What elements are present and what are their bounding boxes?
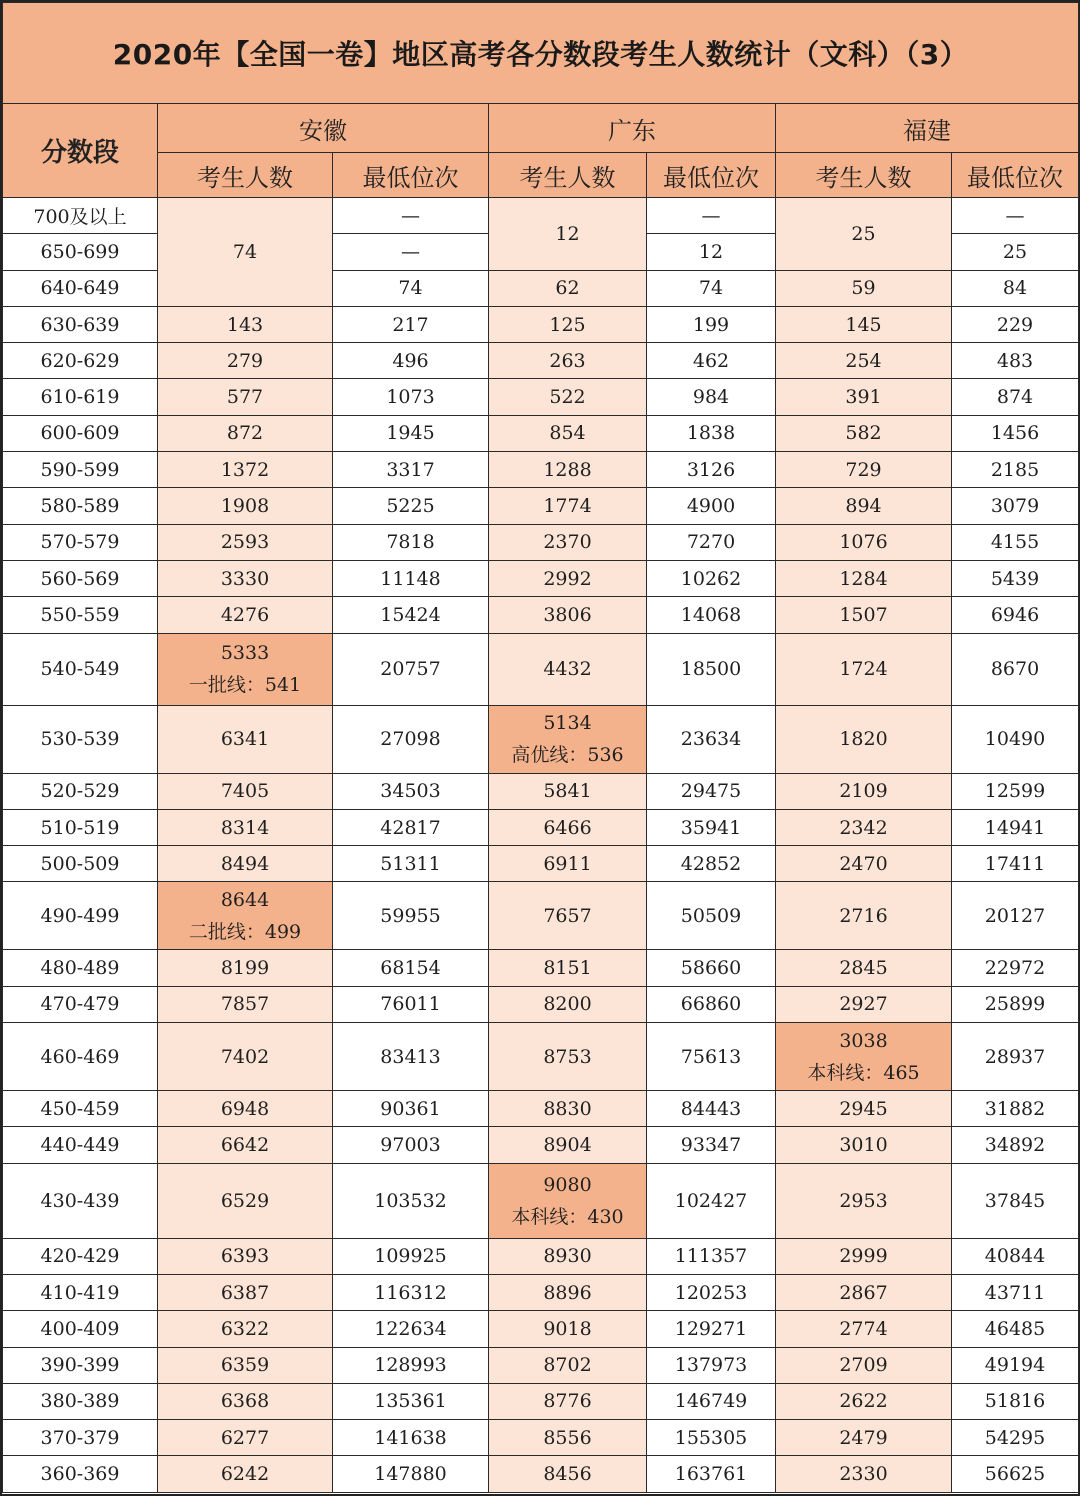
guangdong-rank: 4900 — [647, 488, 776, 524]
guangdong-count-header: 考生人数 — [489, 153, 647, 198]
fujian-count: 391 — [776, 379, 952, 415]
guangdong-rank: 102427 — [647, 1163, 776, 1238]
score-segment: 650-699 — [3, 234, 158, 270]
guangdong-rank: 984 — [647, 379, 776, 415]
guangdong-count: 8904 — [489, 1127, 647, 1163]
guangdong-count: 2992 — [489, 560, 647, 596]
fujian-count: 2867 — [776, 1274, 952, 1310]
guangdong-count-merged: 12 — [489, 198, 647, 271]
anhui-rank: 15424 — [333, 597, 489, 633]
guangdong-count: 8556 — [489, 1420, 647, 1456]
table-row — [3, 846, 1079, 882]
guangdong-rank: 12 — [647, 234, 776, 270]
score-segment: 470-479 — [3, 986, 158, 1022]
fujian-count: 2774 — [776, 1311, 952, 1347]
fujian-count: 145 — [776, 306, 952, 342]
fujian-rank: 40844 — [952, 1238, 1079, 1274]
anhui-rank: 11148 — [333, 560, 489, 596]
fujian-rank: 12599 — [952, 773, 1079, 809]
fujian-rank: 25899 — [952, 986, 1079, 1022]
anhui-count-header: 考生人数 — [158, 153, 333, 198]
fujian-rank: 34892 — [952, 1127, 1079, 1163]
fujian-rank: 3079 — [952, 488, 1079, 524]
score-segment: 510-519 — [3, 809, 158, 845]
score-segment: 580-589 — [3, 488, 158, 524]
score-segment: 430-439 — [3, 1163, 158, 1238]
fujian-rank: 229 — [952, 306, 1079, 342]
fujian-rank: 10490 — [952, 705, 1079, 773]
province-header-fujian: 福建 — [776, 104, 1079, 153]
score-segment: 480-489 — [3, 950, 158, 986]
table-title: 2020年【全国一卷】地区高考各分数段考生人数统计（文科）（3） — [3, 3, 1079, 104]
fujian-count: 2330 — [776, 1456, 952, 1492]
table-row — [3, 1347, 1079, 1383]
anhui-count: 8314 — [158, 809, 333, 845]
guangdong-rank: 50509 — [647, 882, 776, 950]
table-row — [3, 343, 1079, 379]
guangdong-rank: 155305 — [647, 1420, 776, 1456]
anhui-rank: 122634 — [333, 1311, 489, 1347]
guangdong-count: 8930 — [489, 1238, 647, 1274]
table-row — [3, 950, 1079, 986]
anhui-count: 7405 — [158, 773, 333, 809]
anhui-rank: 97003 — [333, 1127, 489, 1163]
score-segment: 640-649 — [3, 270, 158, 306]
anhui-rank: 141638 — [333, 1420, 489, 1456]
fujian-count-cutoff-cell — [776, 1023, 952, 1091]
anhui-rank: 128993 — [333, 1347, 489, 1383]
anhui-rank: 116312 — [333, 1274, 489, 1310]
cutoff-line-label: 二批线：499 — [188, 920, 302, 943]
guangdong-count: 8456 — [489, 1456, 647, 1492]
guangdong-count: 522 — [489, 379, 647, 415]
fujian-count: 2470 — [776, 846, 952, 882]
table-row — [3, 1456, 1079, 1492]
anhui-count-merged: 74 — [158, 198, 333, 307]
cutoff-line-label: 本科线：465 — [807, 1061, 920, 1084]
fujian-rank: 8670 — [952, 633, 1079, 705]
anhui-rank: 42817 — [333, 809, 489, 845]
anhui-count: 279 — [158, 343, 333, 379]
table-row — [3, 415, 1079, 451]
province-header-anhui: 安徽 — [158, 104, 489, 153]
guangdong-rank: 111357 — [647, 1238, 776, 1274]
guangdong-rank: 462 — [647, 343, 776, 379]
table-row — [3, 1274, 1079, 1310]
guangdong-rank: 75613 — [647, 1023, 776, 1091]
guangdong-count: 263 — [489, 343, 647, 379]
fujian-rank: 28937 — [952, 1023, 1079, 1091]
anhui-count: 6393 — [158, 1238, 333, 1274]
fujian-count: 1507 — [776, 597, 952, 633]
guangdong-count: 7657 — [489, 882, 647, 950]
score-segment: 550-559 — [3, 597, 158, 633]
fujian-rank: 14941 — [952, 809, 1079, 845]
guangdong-count: 9018 — [489, 1311, 647, 1347]
anhui-count: 2593 — [158, 524, 333, 560]
fujian-rank: — — [952, 198, 1079, 234]
guangdong-count: 4432 — [489, 633, 647, 705]
guangdong-count: 8896 — [489, 1274, 647, 1310]
score-segment: 400-409 — [3, 1311, 158, 1347]
anhui-rank: 34503 — [333, 773, 489, 809]
guangdong-rank: 18500 — [647, 633, 776, 705]
guangdong-rank: 163761 — [647, 1456, 776, 1492]
anhui-count: 6642 — [158, 1127, 333, 1163]
guangdong-count: 8151 — [489, 950, 647, 986]
fujian-rank: 84 — [952, 270, 1079, 306]
score-segment: 700及以上 — [3, 198, 158, 234]
score-segment: 390-399 — [3, 1347, 158, 1383]
guangdong-count: 8776 — [489, 1383, 647, 1419]
table-row — [3, 705, 1079, 773]
anhui-rank: 7818 — [333, 524, 489, 560]
score-segment: 600-609 — [3, 415, 158, 451]
table-row — [3, 452, 1079, 488]
cutoff-line-label: 一批线：541 — [188, 674, 302, 697]
fujian-rank: 5439 — [952, 560, 1079, 596]
fujian-count-header: 考生人数 — [776, 153, 952, 198]
fujian-count: 2342 — [776, 809, 952, 845]
table-row — [3, 773, 1079, 809]
fujian-rank: 31882 — [952, 1091, 1079, 1127]
anhui-count: 6322 — [158, 1311, 333, 1347]
table-row — [3, 1238, 1079, 1274]
score-segment: 530-539 — [3, 705, 158, 773]
fujian-rank: 483 — [952, 343, 1079, 379]
anhui-count: 5333 — [220, 642, 270, 665]
guangdong-count: 8830 — [489, 1091, 647, 1127]
anhui-rank: 109925 — [333, 1238, 489, 1274]
guangdong-rank: 146749 — [647, 1383, 776, 1419]
table-row — [3, 1311, 1079, 1347]
anhui-rank: 496 — [333, 343, 489, 379]
score-segment: 620-629 — [3, 343, 158, 379]
anhui-rank: 1073 — [333, 379, 489, 415]
anhui-rank: 147880 — [333, 1456, 489, 1492]
fujian-rank: 51816 — [952, 1383, 1079, 1419]
guangdong-rank: 58660 — [647, 950, 776, 986]
table-row — [3, 488, 1079, 524]
anhui-count: 6359 — [158, 1347, 333, 1383]
anhui-rank: 135361 — [333, 1383, 489, 1419]
guangdong-count: 6911 — [489, 846, 647, 882]
anhui-rank: 76011 — [333, 986, 489, 1022]
guangdong-rank: 74 — [647, 270, 776, 306]
guangdong-rank: 84443 — [647, 1091, 776, 1127]
score-segment: 420-429 — [3, 1238, 158, 1274]
guangdong-count-cutoff-cell — [489, 1163, 647, 1238]
table-row — [3, 986, 1079, 1022]
cutoff-line-label: 本科线：430 — [511, 1205, 624, 1228]
score-segment: 360-369 — [3, 1456, 158, 1492]
guangdong-count: 6466 — [489, 809, 647, 845]
fujian-count: 2927 — [776, 986, 952, 1022]
fujian-rank: 6946 — [952, 597, 1079, 633]
score-segment: 380-389 — [3, 1383, 158, 1419]
anhui-count-cutoff-cell — [158, 633, 333, 705]
anhui-count: 1372 — [158, 452, 333, 488]
fujian-count: 3038 — [839, 1029, 888, 1052]
fujian-rank: 17411 — [952, 846, 1079, 882]
guangdong-count: 854 — [489, 415, 647, 451]
fujian-count: 2953 — [776, 1163, 952, 1238]
score-segment: 630-639 — [3, 306, 158, 342]
guangdong-rank: 7270 — [647, 524, 776, 560]
table-row — [3, 633, 1079, 705]
fujian-count: 1820 — [776, 705, 952, 773]
fujian-count: 2479 — [776, 1420, 952, 1456]
anhui-rank-header: 最低位次 — [333, 153, 489, 198]
table-row — [3, 306, 1079, 342]
anhui-count: 8644 — [220, 888, 270, 911]
guangdong-count: 3806 — [489, 597, 647, 633]
fujian-count: 2109 — [776, 773, 952, 809]
fujian-count: 1076 — [776, 524, 952, 560]
guangdong-rank: 66860 — [647, 986, 776, 1022]
fujian-rank: 874 — [952, 379, 1079, 415]
cutoff-line-label: 高优线：536 — [511, 744, 624, 767]
fujian-count: 254 — [776, 343, 952, 379]
anhui-count: 6387 — [158, 1274, 333, 1310]
anhui-rank: 3317 — [333, 452, 489, 488]
fujian-rank: 54295 — [952, 1420, 1079, 1456]
anhui-count: 6277 — [158, 1420, 333, 1456]
anhui-rank: 68154 — [333, 950, 489, 986]
fujian-count: 1284 — [776, 560, 952, 596]
fujian-rank: 20127 — [952, 882, 1079, 950]
guangdong-count: 62 — [489, 270, 647, 306]
guangdong-count: 8753 — [489, 1023, 647, 1091]
guangdong-count: 1288 — [489, 452, 647, 488]
fujian-rank-header: 最低位次 — [952, 153, 1079, 198]
anhui-count: 8199 — [158, 950, 333, 986]
fujian-count: 894 — [776, 488, 952, 524]
anhui-rank: 74 — [333, 270, 489, 306]
table-row — [3, 379, 1079, 415]
fujian-rank: 4155 — [952, 524, 1079, 560]
guangdong-rank: 14068 — [647, 597, 776, 633]
guangdong-rank: 23634 — [647, 705, 776, 773]
anhui-rank: 217 — [333, 306, 489, 342]
guangdong-rank: 120253 — [647, 1274, 776, 1310]
table-row — [3, 1383, 1079, 1419]
fujian-count: 582 — [776, 415, 952, 451]
guangdong-count-cutoff-cell — [489, 705, 647, 773]
fujian-count: 2945 — [776, 1091, 952, 1127]
anhui-rank: 103532 — [333, 1163, 489, 1238]
table-row — [3, 1163, 1079, 1238]
score-segment: 570-579 — [3, 524, 158, 560]
score-segment: 590-599 — [3, 452, 158, 488]
anhui-rank: 1945 — [333, 415, 489, 451]
guangdong-count: 5134 — [543, 712, 592, 735]
anhui-count: 577 — [158, 379, 333, 415]
fujian-count: 2999 — [776, 1238, 952, 1274]
score-segment: 450-459 — [3, 1091, 158, 1127]
table-row — [3, 809, 1079, 845]
score-segment: 520-529 — [3, 773, 158, 809]
score-segment: 560-569 — [3, 560, 158, 596]
score-segment: 410-419 — [3, 1274, 158, 1310]
score-segment-header: 分数段 — [3, 104, 158, 198]
table-row — [3, 1091, 1079, 1127]
table-row — [3, 597, 1079, 633]
fujian-rank: 1456 — [952, 415, 1079, 451]
guangdong-rank: 129271 — [647, 1311, 776, 1347]
anhui-rank: 59955 — [333, 882, 489, 950]
fujian-rank: 43711 — [952, 1274, 1079, 1310]
anhui-rank: 90361 — [333, 1091, 489, 1127]
anhui-rank: — — [333, 234, 489, 270]
guangdong-count: 9080 — [543, 1173, 592, 1196]
fujian-count-merged: 25 — [776, 198, 952, 271]
anhui-rank: 20757 — [333, 633, 489, 705]
anhui-count: 1908 — [158, 488, 333, 524]
guangdong-count: 2370 — [489, 524, 647, 560]
guangdong-rank: 3126 — [647, 452, 776, 488]
score-segment: 490-499 — [3, 882, 158, 950]
fujian-count: 729 — [776, 452, 952, 488]
fujian-count: 59 — [776, 270, 952, 306]
fujian-rank: 49194 — [952, 1347, 1079, 1383]
anhui-rank: 27098 — [333, 705, 489, 773]
guangdong-rank: 42852 — [647, 846, 776, 882]
anhui-count: 6529 — [158, 1163, 333, 1238]
score-segment: 610-619 — [3, 379, 158, 415]
fujian-count: 2709 — [776, 1347, 952, 1383]
guangdong-rank: 1838 — [647, 415, 776, 451]
fujian-rank: 25 — [952, 234, 1079, 270]
table-row — [3, 524, 1079, 560]
table-row — [3, 882, 1079, 950]
province-header-guangdong: 广东 — [489, 104, 776, 153]
anhui-count: 7857 — [158, 986, 333, 1022]
table-row — [3, 1127, 1079, 1163]
fujian-rank: 37845 — [952, 1163, 1079, 1238]
guangdong-rank: 10262 — [647, 560, 776, 596]
score-distribution-table — [2, 2, 1079, 1493]
fujian-rank: 22972 — [952, 950, 1079, 986]
fujian-count: 2622 — [776, 1383, 952, 1419]
table-row — [3, 1420, 1079, 1456]
fujian-count: 3010 — [776, 1127, 952, 1163]
guangdong-rank: 93347 — [647, 1127, 776, 1163]
guangdong-rank: 137973 — [647, 1347, 776, 1383]
fujian-count: 2845 — [776, 950, 952, 986]
score-segment: 500-509 — [3, 846, 158, 882]
guangdong-count: 5841 — [489, 773, 647, 809]
anhui-count: 8494 — [158, 846, 333, 882]
fujian-count: 1724 — [776, 633, 952, 705]
guangdong-rank: 199 — [647, 306, 776, 342]
fujian-rank: 46485 — [952, 1311, 1079, 1347]
table-row — [3, 560, 1079, 596]
anhui-count: 4276 — [158, 597, 333, 633]
anhui-rank: 83413 — [333, 1023, 489, 1091]
anhui-count: 6948 — [158, 1091, 333, 1127]
score-segment: 460-469 — [3, 1023, 158, 1091]
fujian-rank: 2185 — [952, 452, 1079, 488]
fujian-count: 2716 — [776, 882, 952, 950]
anhui-count: 7402 — [158, 1023, 333, 1091]
guangdong-count: 8200 — [489, 986, 647, 1022]
anhui-count: 872 — [158, 415, 333, 451]
guangdong-rank-header: 最低位次 — [647, 153, 776, 198]
anhui-count: 6242 — [158, 1456, 333, 1492]
score-segment: 370-379 — [3, 1420, 158, 1456]
guangdong-rank: 35941 — [647, 809, 776, 845]
anhui-count: 143 — [158, 306, 333, 342]
guangdong-count: 125 — [489, 306, 647, 342]
anhui-rank: — — [333, 198, 489, 234]
guangdong-count: 1774 — [489, 488, 647, 524]
anhui-count: 3330 — [158, 560, 333, 596]
anhui-rank: 51311 — [333, 846, 489, 882]
anhui-count: 6368 — [158, 1383, 333, 1419]
table-row — [3, 198, 1079, 234]
anhui-rank: 5225 — [333, 488, 489, 524]
anhui-count: 6341 — [158, 705, 333, 773]
guangdong-count: 8702 — [489, 1347, 647, 1383]
guangdong-rank: — — [647, 198, 776, 234]
table-row — [3, 1023, 1079, 1091]
score-segment: 440-449 — [3, 1127, 158, 1163]
anhui-count-cutoff-cell — [158, 882, 333, 950]
fujian-rank: 56625 — [952, 1456, 1079, 1492]
guangdong-rank: 29475 — [647, 773, 776, 809]
score-segment: 540-549 — [3, 633, 158, 705]
